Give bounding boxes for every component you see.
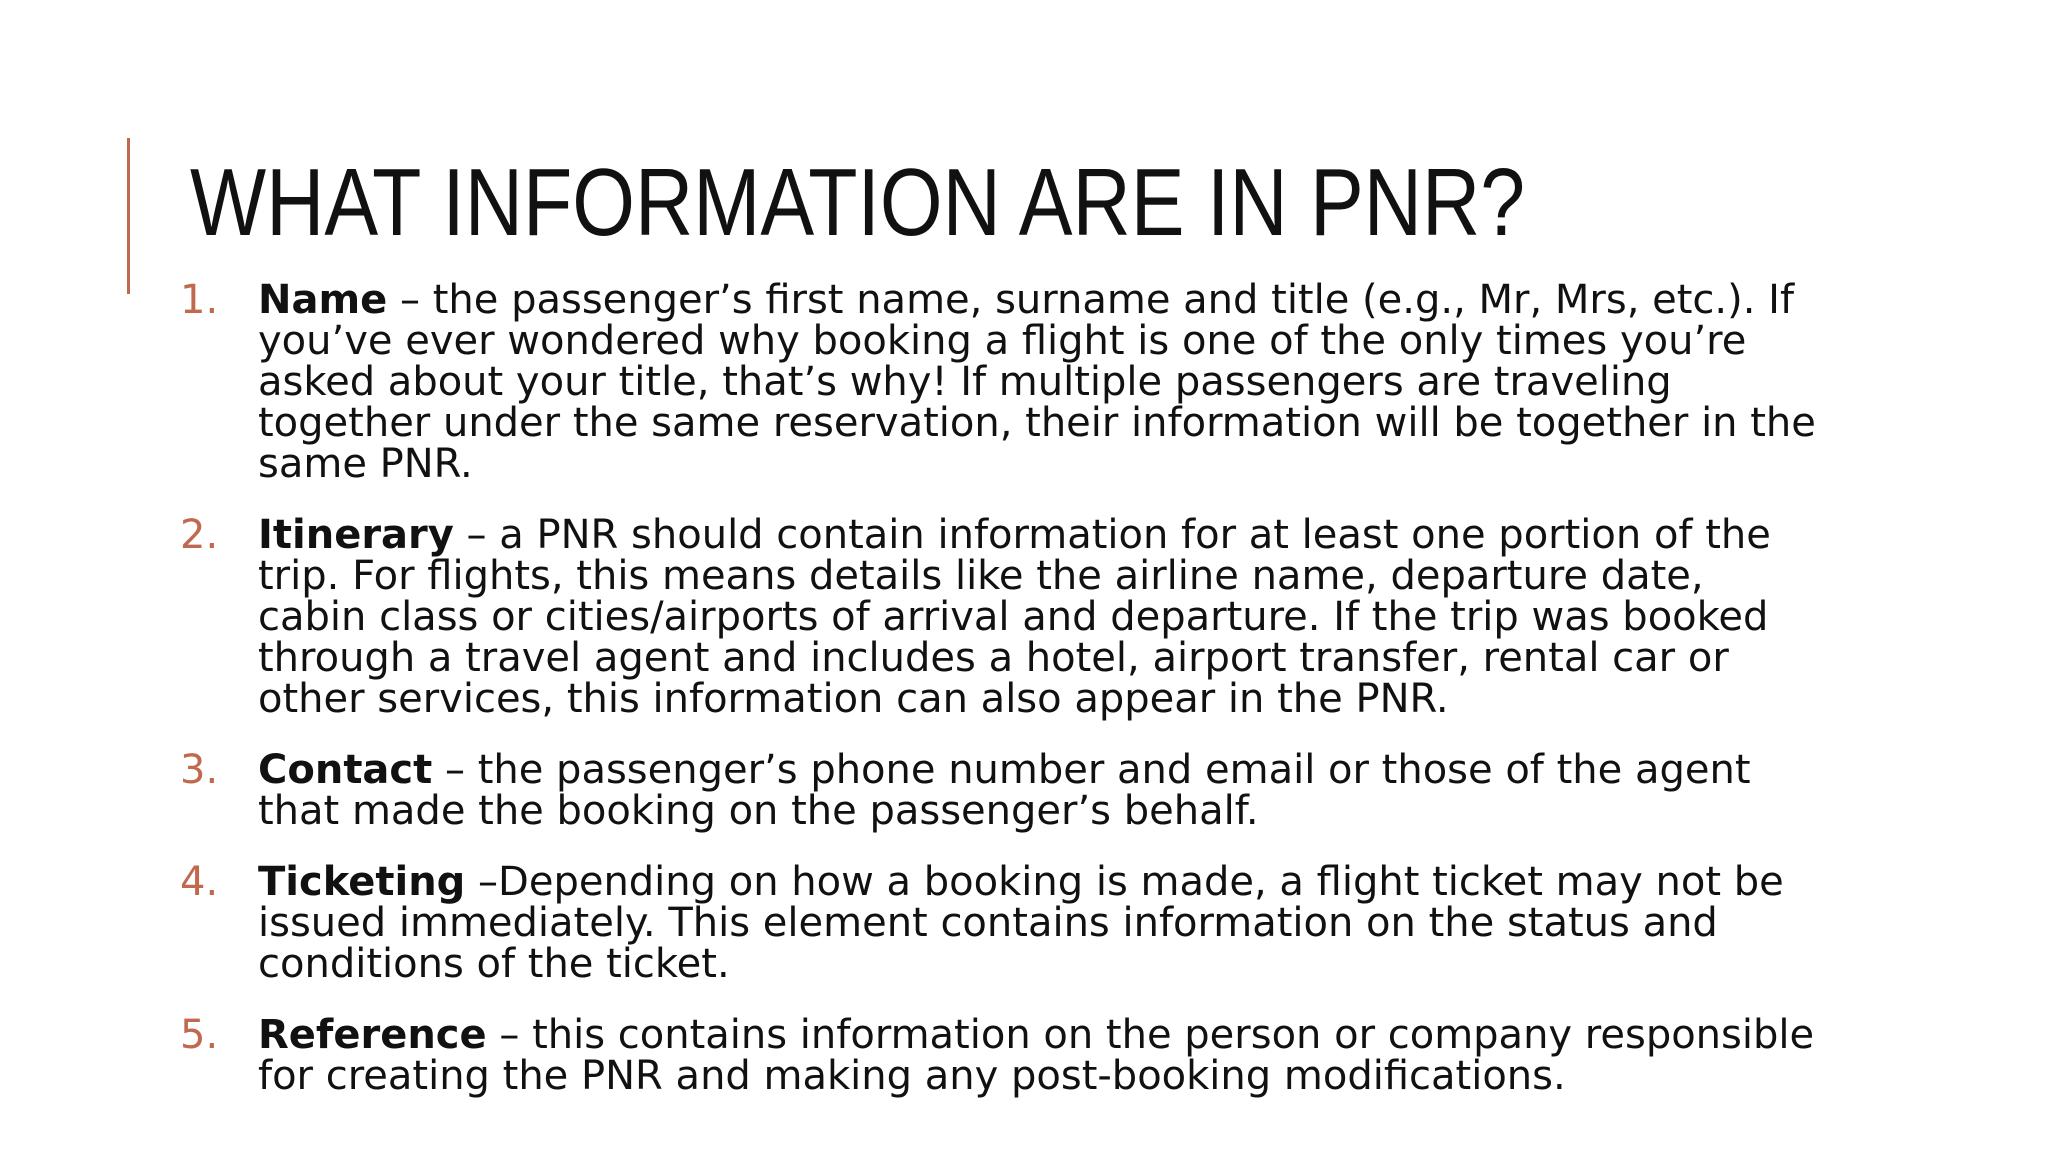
list-item-body xyxy=(258,859,1820,987)
list-item-body xyxy=(258,1012,1820,1099)
list-item xyxy=(180,859,1820,987)
list-item-text: – this contains information on the person or company responsible for creating the PNR and making any post-booking modifications. xyxy=(258,1012,1815,1099)
pnr-information-list xyxy=(180,277,1820,1127)
list-item-body xyxy=(258,277,1820,487)
list-item xyxy=(180,512,1820,722)
list-item-number: 1. xyxy=(180,277,219,323)
list-item-number: 5. xyxy=(180,1012,219,1058)
list-item-text: – the passenger’s phone number and email or those of the agent that made the booking on the passenger’s behalf. xyxy=(258,747,1751,834)
list-item-term: Ticketing xyxy=(258,859,466,905)
list-item-number: 4. xyxy=(180,859,219,905)
list-item-number: 3. xyxy=(180,747,219,793)
list-item xyxy=(180,1012,1820,1099)
list-item-number: 2. xyxy=(180,512,219,558)
list-item-term: Reference xyxy=(258,1012,487,1058)
list-item-text: –Depending on how a booking is made, a flight ticket may not be issued immediately. This element contains information on the status and conditions of the ticket. xyxy=(258,859,1784,987)
list-item-body xyxy=(258,747,1820,834)
list-item-term: Name xyxy=(258,277,388,323)
list-item-term: Contact xyxy=(258,747,433,793)
list-item xyxy=(180,277,1820,487)
list-item xyxy=(180,747,1820,834)
list-item-term: Itinerary xyxy=(258,512,454,558)
list-item-text: – the passenger’s first name, surname and title (e.g., Mr, Mrs, etc.). If you’ve ever wondered why booking a flight is one of the only times you’re asked about your title, that’s why! If multiple passengers are traveling together under the same reservation, their information will be together in the same PNR. xyxy=(258,277,1816,487)
list-item-text: – a PNR should contain information for at least one portion of the trip. For flights, this means details like the airline name, departure date, cabin class or cities/airports of arrival and departure. If the trip was booked through a travel agent and includes a hotel, airport transfer, rental car or other services, this information can also appear in the PNR. xyxy=(258,512,1771,722)
list-item-body xyxy=(258,512,1820,722)
title-accent-bar xyxy=(127,138,130,294)
slide-title: WHAT INFORMATION ARE IN PNR? xyxy=(190,149,1526,256)
